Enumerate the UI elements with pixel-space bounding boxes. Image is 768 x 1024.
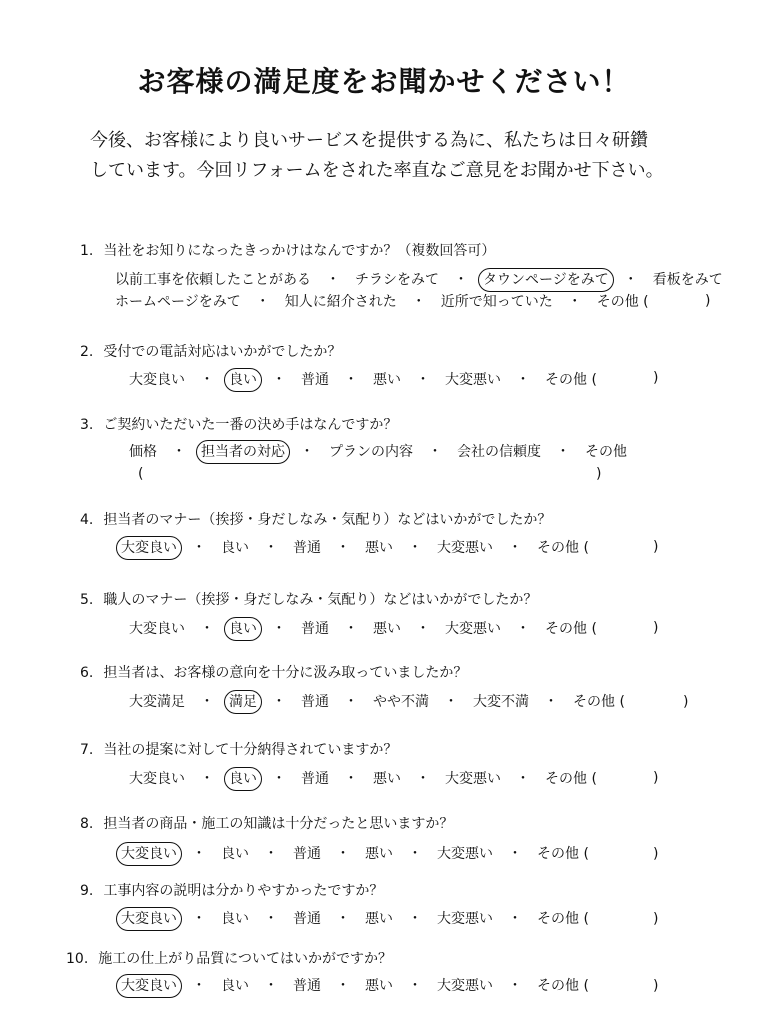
- answer-option[interactable]: その他 (: [537, 540, 589, 556]
- option-separator: ・: [192, 978, 206, 994]
- answer-option[interactable]: 良い: [221, 846, 249, 862]
- page-title: お客様の満足度をお聞かせください！: [137, 65, 631, 98]
- option-separator: ・: [408, 911, 422, 927]
- answer-options: [124, 767, 602, 791]
- answer-option[interactable]: 大変悪い: [437, 911, 493, 927]
- intro-line-2: しています。今回リフォームをされた率直なご意見をお聞かせ下さい。: [90, 160, 664, 181]
- answer-option[interactable]: 悪い: [373, 621, 401, 637]
- question-text: [80, 591, 537, 609]
- answer-option[interactable]: 普通: [293, 540, 321, 556]
- answer-option[interactable]: 大変良い: [129, 621, 185, 637]
- selected-option[interactable]: 大変良い: [116, 842, 182, 866]
- answer-option[interactable]: 悪い: [373, 771, 401, 787]
- option-separator: ・: [416, 771, 430, 787]
- question-number: 2.: [80, 344, 94, 360]
- question-number: 9.: [80, 883, 94, 899]
- option-separator: ・: [336, 978, 350, 994]
- question-number: 4.: [80, 512, 94, 528]
- answer-options: [116, 842, 594, 866]
- question-label: 職人のマナー（挨拶・身だしなみ・気配り）などはいかがでしたか？: [103, 592, 538, 608]
- question-number: 8.: [80, 816, 94, 832]
- intro-text: [90, 126, 710, 186]
- question-label: 施工の仕上がり品質についてはいかがですか？: [98, 951, 392, 967]
- answer-options: [110, 290, 654, 314]
- option-separator: ・: [192, 846, 206, 862]
- option-separator: ・: [272, 621, 286, 637]
- selected-option[interactable]: 良い: [224, 617, 262, 641]
- question-label: 担当者は、お客様の意向を十分に汲み取っていましたか？: [103, 665, 468, 681]
- option-separator: ・: [344, 694, 358, 710]
- answer-option[interactable]: その他 (: [573, 694, 625, 710]
- answer-option[interactable]: 悪い: [365, 846, 393, 862]
- option-separator: ・: [408, 978, 422, 994]
- question-number: 7.: [80, 742, 94, 758]
- question-number: 1.: [80, 243, 94, 259]
- answer-option[interactable]: 以前工事を依頼したことがある: [115, 272, 311, 288]
- selected-option[interactable]: 担当者の対応: [196, 440, 290, 464]
- answer-option[interactable]: 会社の信頼度: [457, 444, 541, 460]
- answer-option[interactable]: 大変満足: [129, 694, 185, 710]
- question-label: 担当者のマナー（挨拶・身だしなみ・気配り）などはいかがでしたか？: [103, 512, 552, 528]
- selected-option[interactable]: 良い: [224, 767, 262, 791]
- selected-option[interactable]: 満足: [224, 690, 262, 714]
- answer-option[interactable]: 普通: [301, 771, 329, 787]
- option-separator: ・: [508, 846, 522, 862]
- option-separator: ・: [264, 911, 278, 927]
- answer-option[interactable]: 大変悪い: [445, 372, 501, 388]
- question-7: [80, 741, 397, 759]
- question-text: [80, 416, 397, 434]
- answer-options: [116, 907, 594, 931]
- question-number: 10.: [66, 951, 89, 967]
- option-separator: ・: [454, 272, 468, 288]
- question-2: [80, 343, 341, 361]
- question-text: [80, 882, 383, 900]
- question-text: [80, 741, 397, 759]
- option-separator: ・: [411, 294, 426, 310]
- option-separator: ・: [556, 444, 570, 460]
- question-label: 受付での電話対応はいかがでしたか？: [103, 344, 342, 360]
- answer-option[interactable]: 普通: [293, 978, 321, 994]
- answer-option[interactable]: 価格: [129, 444, 157, 460]
- answer-option[interactable]: 大変悪い: [445, 771, 501, 787]
- closing-paren: ): [653, 978, 659, 994]
- answer-option[interactable]: 大変不満: [473, 694, 529, 710]
- answer-option[interactable]: 良い: [221, 911, 249, 927]
- answer-option[interactable]: 悪い: [365, 978, 393, 994]
- answer-option[interactable]: その他: [585, 444, 627, 460]
- answer-option[interactable]: 看板をみて: [652, 272, 723, 288]
- question-10: [66, 950, 392, 968]
- option-separator: ・: [300, 444, 314, 460]
- answer-options: [124, 617, 602, 641]
- question-text: [80, 242, 495, 260]
- option-separator: ・: [192, 540, 206, 556]
- selected-option[interactable]: 大変良い: [116, 974, 182, 998]
- question-text: [80, 664, 467, 682]
- answer-option[interactable]: その他 (: [545, 372, 597, 388]
- question-label: 担当者の商品・施工の知識は十分だったと思いますか？: [103, 816, 454, 832]
- question-label: 当社の提案に対して十分納得されていますか？: [103, 742, 398, 758]
- option-separator: ・: [408, 846, 422, 862]
- question-6: [80, 664, 467, 682]
- option-separator: ・: [272, 372, 286, 388]
- question-text: [66, 950, 392, 968]
- answer-option[interactable]: チラシをみて: [355, 272, 439, 288]
- answer-option[interactable]: 悪い: [373, 372, 401, 388]
- option-separator: ・: [408, 540, 422, 556]
- option-separator: ・: [344, 372, 358, 388]
- answer-option[interactable]: 悪い: [365, 911, 393, 927]
- closing-paren: ): [653, 370, 659, 386]
- closing-paren: ): [653, 770, 659, 786]
- question-3: [80, 416, 397, 434]
- option-separator: ・: [264, 978, 278, 994]
- selected-option[interactable]: タウンページをみて: [478, 268, 614, 292]
- option-separator: ・: [272, 771, 286, 787]
- option-separator: ・: [428, 444, 442, 460]
- answer-option[interactable]: 近所で知っていた: [440, 294, 553, 310]
- intro-line-1: 今後、お客様により良いサービスを提供する為に、私たちは日々研鑽: [90, 130, 648, 151]
- question-number: 5.: [80, 592, 94, 608]
- question-9: [80, 882, 383, 900]
- option-separator: ・: [200, 694, 214, 710]
- selected-option[interactable]: 大変良い: [116, 536, 182, 560]
- answer-option[interactable]: 大変悪い: [445, 621, 501, 637]
- option-separator: ・: [336, 846, 350, 862]
- option-separator: ・: [255, 294, 270, 310]
- option-separator: ・: [516, 771, 530, 787]
- option-separator: ・: [200, 771, 214, 787]
- answer-option[interactable]: プランの内容: [329, 444, 413, 460]
- answer-options: [116, 974, 594, 998]
- closing-paren: ): [653, 620, 659, 636]
- closing-paren: ): [653, 846, 659, 862]
- option-separator: ・: [272, 694, 286, 710]
- question-text: [80, 511, 551, 529]
- question-4: [80, 511, 551, 529]
- answer-option[interactable]: 悪い: [365, 540, 393, 556]
- answer-option[interactable]: 大変良い: [129, 372, 185, 388]
- question-text: [80, 343, 341, 361]
- answer-options: [116, 536, 594, 560]
- answer-option[interactable]: 普通: [301, 372, 329, 388]
- answer-option[interactable]: ホームページをみて: [115, 294, 241, 310]
- option-separator: ・: [336, 911, 350, 927]
- closing-paren: ): [683, 694, 689, 710]
- question-text: [80, 815, 453, 833]
- option-separator: ・: [516, 372, 530, 388]
- option-separator: ・: [416, 372, 430, 388]
- closing-paren: ): [705, 293, 711, 309]
- answer-option[interactable]: 普通: [301, 694, 329, 710]
- option-separator: ・: [508, 911, 522, 927]
- selected-option[interactable]: 良い: [224, 368, 262, 392]
- option-separator: ・: [200, 372, 214, 388]
- answer-option[interactable]: 良い: [221, 978, 249, 994]
- option-separator: ・: [326, 272, 340, 288]
- question-8: [80, 815, 453, 833]
- question-1: [80, 242, 495, 260]
- answer-option[interactable]: 普通: [293, 911, 321, 927]
- question-number: 3.: [80, 417, 94, 433]
- question-label: 当社をお知りになったきっかけはなんですか？（複数回答可）: [103, 243, 496, 259]
- option-separator: ・: [264, 846, 278, 862]
- option-separator: ・: [336, 540, 350, 556]
- option-separator: ・: [344, 771, 358, 787]
- option-separator: ・: [508, 978, 522, 994]
- option-separator: ・: [172, 444, 186, 460]
- opening-paren: (: [138, 466, 144, 482]
- answer-option[interactable]: 普通: [293, 846, 321, 862]
- selected-option[interactable]: 大変良い: [116, 907, 182, 931]
- question-5: [80, 591, 537, 609]
- answer-options: [124, 440, 632, 464]
- option-separator: ・: [508, 540, 522, 556]
- option-separator: ・: [544, 694, 558, 710]
- answer-option[interactable]: 大変悪い: [437, 846, 493, 862]
- option-separator: ・: [567, 294, 582, 310]
- answer-option[interactable]: その他 (: [545, 771, 597, 787]
- option-separator: ・: [444, 694, 458, 710]
- option-separator: ・: [200, 621, 214, 637]
- answer-option[interactable]: 知人に紹介された: [284, 294, 397, 310]
- answer-options: [110, 268, 728, 292]
- option-separator: ・: [623, 272, 638, 288]
- option-separator: ・: [264, 540, 278, 556]
- answer-option[interactable]: その他 (: [537, 911, 589, 927]
- answer-option[interactable]: やや不満: [373, 694, 429, 710]
- answer-option[interactable]: その他 (: [545, 621, 597, 637]
- answer-option[interactable]: 大変悪い: [437, 978, 493, 994]
- answer-option[interactable]: その他 (: [596, 294, 649, 310]
- closing-paren: ): [653, 911, 659, 927]
- question-number: 6.: [80, 665, 94, 681]
- question-label: ご契約いただいた一番の決め手はなんですか？: [103, 417, 398, 433]
- answer-option[interactable]: 大変悪い: [437, 540, 493, 556]
- answer-options: [124, 690, 630, 714]
- closing-paren: ): [596, 466, 602, 482]
- option-separator: ・: [192, 911, 206, 927]
- answer-option[interactable]: その他 (: [537, 978, 589, 994]
- option-separator: ・: [344, 621, 358, 637]
- answer-option[interactable]: 良い: [221, 540, 249, 556]
- answer-options: [124, 368, 602, 392]
- closing-paren: ): [653, 539, 659, 555]
- answer-option[interactable]: 大変良い: [129, 771, 185, 787]
- question-label: 工事内容の説明は分かりやすかったですか？: [103, 883, 384, 899]
- answer-option[interactable]: その他 (: [537, 846, 589, 862]
- option-separator: ・: [516, 621, 530, 637]
- option-separator: ・: [416, 621, 430, 637]
- answer-option[interactable]: 普通: [301, 621, 329, 637]
